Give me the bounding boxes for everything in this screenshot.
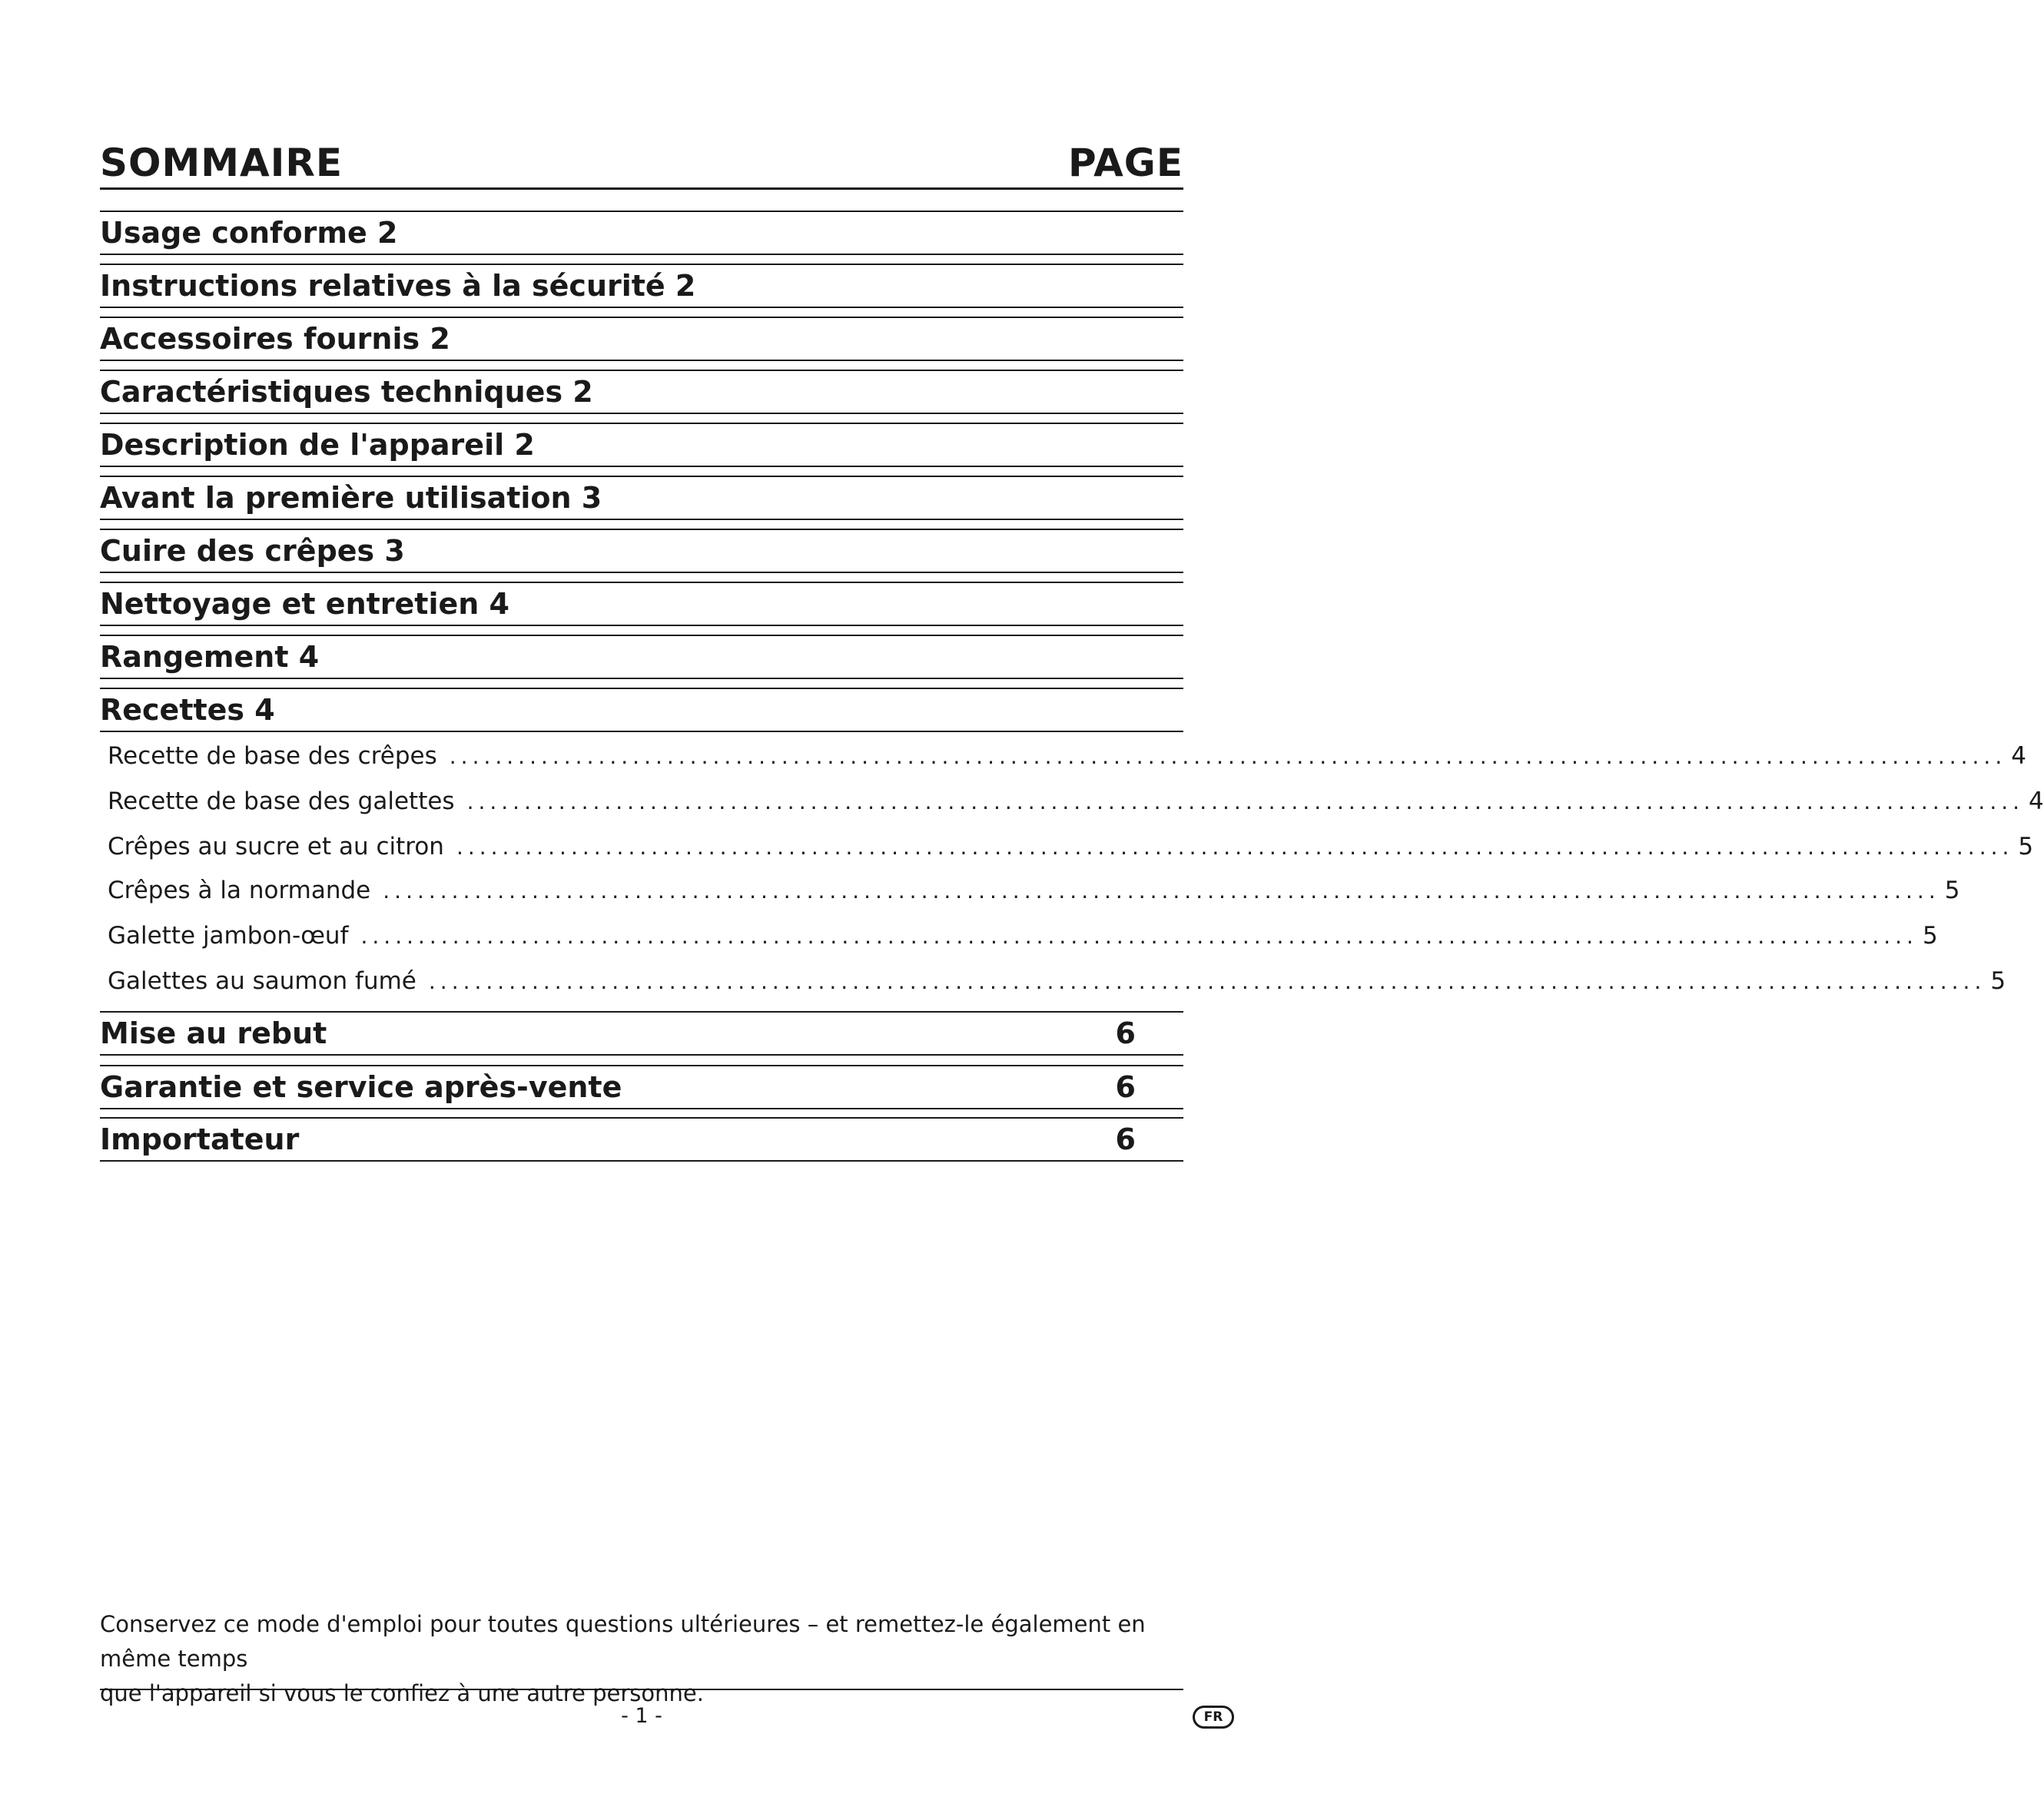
toc-entry-cuire-crepes [100, 529, 1183, 573]
toc-entry-caracteristiques-techniques [100, 370, 1183, 414]
toc-entry-label: Cuire des crêpes 3 [100, 534, 405, 568]
toc-entry-garantie-service [100, 1065, 1183, 1109]
toc-subentry-page: 4 [2029, 787, 2044, 815]
dot-leader: ........................................................................................................................................ [466, 789, 2025, 814]
toc-entry-label: Caractéristiques techniques 2 [100, 375, 593, 409]
toc-entry-importateur [100, 1117, 1183, 1162]
language-badge: FR [1193, 1706, 1234, 1729]
toc-entry-mise-au-rebut [100, 1011, 1183, 1056]
dot-leader: ........................................................................................................................................ [449, 744, 2007, 769]
toc-entry-nettoyage-entretien [100, 582, 1183, 626]
toc-subentry-label: Crêpes à la normande [108, 877, 371, 904]
dot-leader: ........................................................................................................................................ [456, 834, 2014, 860]
toc-entry-avant-premiere-utilisation [100, 476, 1183, 520]
toc-entry-label: Description de l'appareil 2 [100, 428, 535, 462]
toc-entry-label: Nettoyage et entretien 4 [100, 587, 509, 621]
toc-subentry-label: Recette de base des galettes [108, 787, 455, 815]
toc-page-label: PAGE [1068, 141, 1183, 185]
toc-entry-label: Avant la première utilisation 3 [100, 481, 602, 515]
toc-subentry-page: 5 [1922, 922, 1938, 950]
toc-subentry-label: Recette de base des crêpes [108, 742, 437, 770]
toc-subentry-label: Galette jambon-œuf [108, 922, 349, 950]
dot-leader: ........................................................................................................................................ [383, 878, 1940, 903]
dot-leader: ........................................................................................................................................ [428, 969, 1986, 994]
page-number: - 1 - [621, 1704, 662, 1728]
toc-entry-label: Rangement 4 [100, 640, 320, 674]
toc-title: SOMMAIRE [100, 141, 343, 185]
toc-entry-label: Importateur [100, 1122, 300, 1156]
toc-entry-page: 6 [1115, 1122, 1136, 1156]
toc-entry-label: Recettes 4 [100, 693, 275, 727]
toc-header [100, 137, 1183, 190]
dot-leader: ........................................................................................................................................ [360, 923, 1918, 949]
toc-entry-page: 6 [1115, 1016, 1136, 1050]
retention-note [100, 1607, 1183, 1711]
footer-divider [100, 1689, 1183, 1690]
toc-subentry-galettes-saumon-fume [108, 964, 2006, 998]
toc-entry-label: Mise au rebut [100, 1016, 327, 1050]
toc-entry-accessoires-fournis [100, 317, 1183, 361]
toc-subentry-label: Crêpes au sucre et au citron [108, 833, 444, 860]
toc-subentry-recette-base-galettes [108, 784, 2044, 818]
toc-entry-recettes [100, 688, 1183, 732]
toc-entry-label: Instructions relatives à la sécurité 2 [100, 269, 696, 303]
toc-subentry-crepes-sucre-citron [108, 830, 2034, 864]
retention-note-line-2: que l'appareil si vous le confiez à une autre personne. [100, 1680, 704, 1706]
toc-entry-description-appareil [100, 423, 1183, 467]
toc-entry-usage-conforme [100, 211, 1183, 255]
toc-subentry-page: 5 [1944, 877, 1960, 904]
toc-subentry-page: 4 [2011, 742, 2026, 770]
toc-entry-rangement [100, 635, 1183, 679]
retention-note-line-1: Conservez ce mode d'emploi pour toutes questions ultérieures – et remettez-le également en même temps [100, 1611, 1146, 1672]
toc-subentry-page: 5 [2018, 833, 2034, 860]
toc-subentry-crepes-normande [108, 874, 1960, 907]
toc-subentry-label: Galettes au saumon fumé [108, 967, 416, 995]
toc-entry-label: Accessoires fournis 2 [100, 322, 450, 356]
toc-subentry-page: 5 [1990, 967, 2006, 995]
toc-subentry-galette-jambon-oeuf [108, 919, 1938, 953]
toc-subentry-recette-base-crepes [108, 739, 2026, 773]
toc-entry-instructions-securite [100, 264, 1183, 308]
toc-entry-label: Usage conforme 2 [100, 216, 398, 250]
toc-entry-label: Garantie et service après-vente [100, 1070, 622, 1104]
toc-entry-page: 6 [1115, 1070, 1136, 1104]
